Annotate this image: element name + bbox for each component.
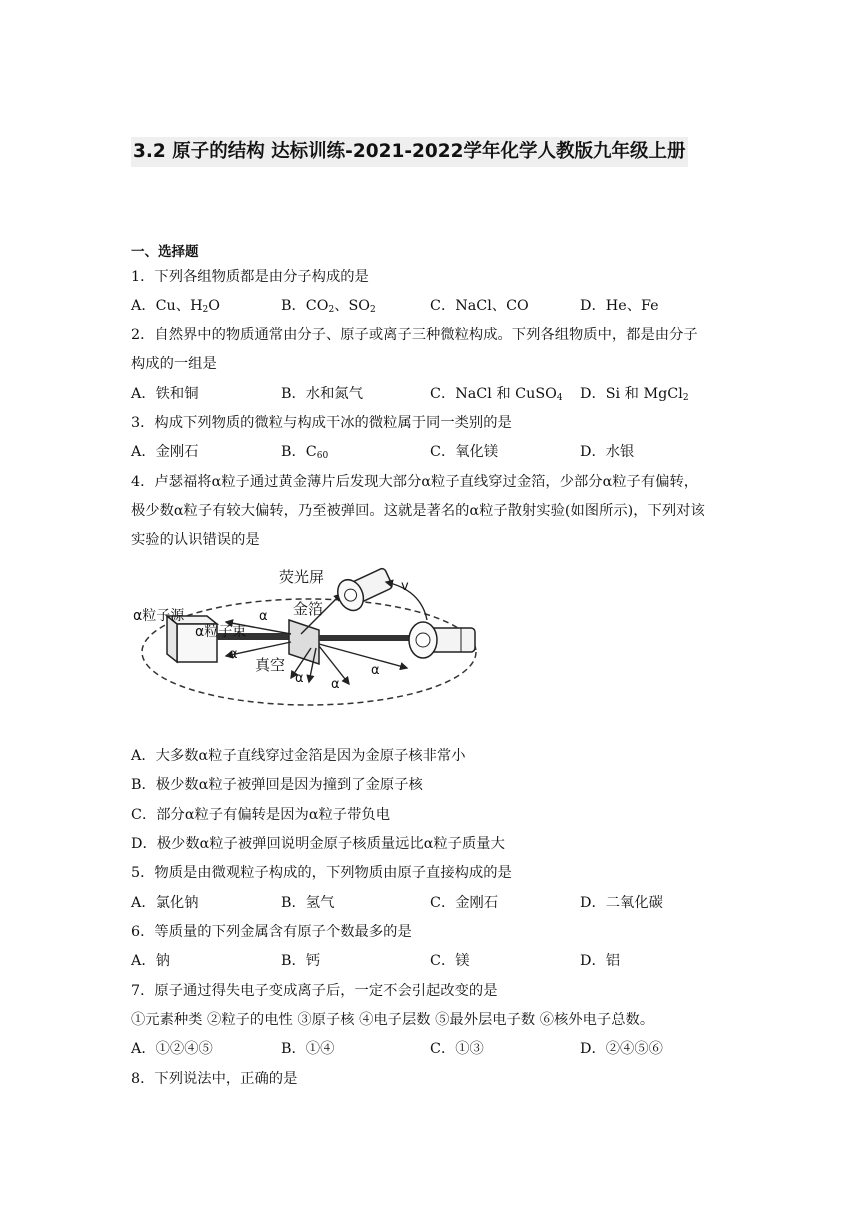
q2-option-c[interactable]: C．NaCl 和 CuSO$_4$ <box>430 386 563 403</box>
fluorescent-screen <box>333 563 395 615</box>
label-source: α粒子源 <box>133 608 185 624</box>
question-1-stem: 1．下列各组物质都是由分子构成的是 <box>131 269 369 285</box>
q5-option-b[interactable]: B．氢气 <box>281 895 335 911</box>
q7-option-a[interactable]: A．①②④⑤ <box>131 1041 213 1057</box>
q4-option-b[interactable]: B．极少数α粒子被弹回是因为撞到了金原子核 <box>131 777 423 793</box>
label-alpha-1: α <box>259 609 268 624</box>
q6-option-a[interactable]: A．钠 <box>131 953 170 969</box>
label-screen: 荧光屏 <box>279 568 325 586</box>
q4-option-d[interactable]: D．极少数α粒子被弹回说明金原子核质量远比α粒子质量大 <box>131 836 505 852</box>
q1-option-c[interactable]: C．NaCl、CO <box>430 298 529 314</box>
q6-option-b[interactable]: B．钙 <box>281 953 321 969</box>
question-4-stem-line2: 极少数α粒子有较大偏转，乃至被弹回。这就是著名的α粒子散射实验(如图所示)，下列对该 <box>131 503 705 519</box>
q3-option-b[interactable]: B．$C_{60}$ <box>281 444 329 461</box>
q5-option-a[interactable]: A．氯化钠 <box>131 895 199 911</box>
q2-option-d[interactable]: D．Si 和 MgCl$_2$ <box>580 386 689 403</box>
page-title: 3.2 原子的结构 达标训练-2021-2022学年化学人教版九年级上册 <box>131 137 688 167</box>
label-beam: α粒子束 <box>195 624 247 640</box>
q5-option-d[interactable]: D．二氧化碳 <box>580 895 663 911</box>
transmitted-beam <box>319 635 419 641</box>
q3-option-d[interactable]: D．水银 <box>580 444 635 460</box>
q5-option-c[interactable]: C．金刚石 <box>430 895 499 911</box>
q4-option-a[interactable]: A．大多数α粒子直线穿过金箔是因为金原子核非常小 <box>131 748 466 764</box>
q3-option-a[interactable]: A．金刚石 <box>131 444 199 460</box>
q6-option-d[interactable]: D．铝 <box>580 953 621 969</box>
q1-option-b[interactable]: B．$CO_2$、$SO_2$ <box>281 298 376 315</box>
label-alpha-2: α <box>229 647 238 662</box>
q2-option-a[interactable]: A．铁和铜 <box>131 386 199 402</box>
q3-option-c[interactable]: C．氧化镁 <box>430 444 499 460</box>
label-alpha-4: α <box>331 677 340 692</box>
q1-option-d[interactable]: D．He、Fe <box>580 298 659 314</box>
label-alpha-5: α <box>371 663 380 678</box>
q7-option-d[interactable]: D．②④⑤⑥ <box>580 1041 663 1057</box>
question-3-stem: 3．构成下列物质的微粒与构成干冰的微粒属于同一类别的是 <box>131 415 512 431</box>
q6-option-c[interactable]: C．镁 <box>430 953 470 969</box>
q7-option-c[interactable]: C．①③ <box>430 1041 484 1057</box>
alpha-scattering-figure <box>131 560 491 710</box>
q4-option-c[interactable]: C．部分α粒子有偏转是因为α粒子带负电 <box>131 807 390 823</box>
label-alpha-3: α <box>295 671 304 686</box>
q2-option-b[interactable]: B．水和氮气 <box>281 386 363 402</box>
question-7-stem-line2: ①元素种类 ②粒子的电性 ③原子核 ④电子层数 ⑤最外层电子数 ⑥核外电子总数。 <box>131 1012 655 1028</box>
label-v: v <box>401 579 409 594</box>
q7-option-b[interactable]: B．①④ <box>281 1041 335 1057</box>
question-2-stem-line2: 构成的一组是 <box>131 356 217 372</box>
label-vacuum: 真空 <box>255 656 286 674</box>
question-2-stem-line1: 2．自然界中的物质通常由分子、原子或离子三种微粒构成。下列各组物质中，都是由分子 <box>131 327 698 343</box>
label-foil: 金箔 <box>293 600 324 618</box>
detector-right <box>409 622 475 658</box>
question-5-stem: 5．物质是由微观粒子构成的，下列物质由原子直接构成的是 <box>131 865 512 881</box>
question-4-stem-line3: 实验的认识错误的是 <box>131 532 260 548</box>
q1-option-a[interactable]: A．Cu、$H_2O$ <box>131 298 221 315</box>
question-8-stem: 8．下列说法中，正确的是 <box>131 1071 298 1087</box>
question-6-stem: 6．等质量的下列金属含有原子个数最多的是 <box>131 924 412 940</box>
question-7-stem-line1: 7．原子通过得失电子变成离子后，一定不会引起改变的是 <box>131 983 498 999</box>
section-heading: 一、选择题 <box>131 244 199 260</box>
question-4-stem-line1: 4．卢瑟福将α粒子通过黄金薄片后发现大部分α粒子直线穿过金箔，少部分α粒子有偏转， <box>131 474 699 490</box>
